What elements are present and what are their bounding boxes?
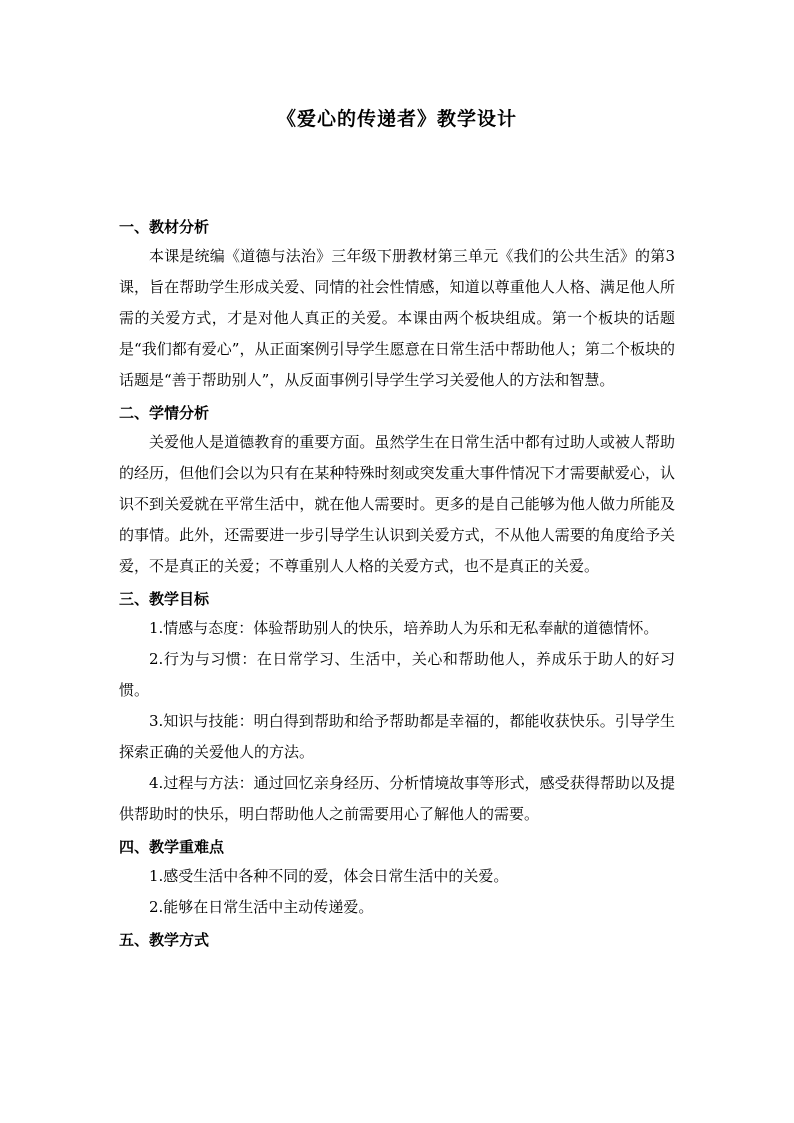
section-heading: 一、教材分析 [119,218,210,236]
section-key-difficulties [119,833,675,923]
paragraph: 本课是统编《道德与法治》三年级下册教材第三单元《我们的公共生活》的第3课，旨在帮助学生形成关爱、同情的社会性情感，知道以尊重他人人格、满足他人所需的关爱方式，才是对他人真正的关爱。本课由两个板块组成。第一个板块的话题是“我们都有爱心”，从正面案例引导学生愿意在日常生活中帮助他人；第二个板块的话题是“善于帮助别人”，从反面事例引导学生学习关爱他人的方法和智慧。 [119,247,675,389]
goal-item: 4.过程与方法：通过回忆亲身经历、分析情境故事等形式，感受获得帮助以及提供帮助时的快乐，明白帮助他人之前需要用心了解他人的需要。 [119,774,675,823]
goal-item: 1.情感与态度：体验帮助别人的快乐，培养助人为乐和无私奉献的道德情怀。 [149,619,659,637]
section-heading: 四、教学重难点 [119,838,225,856]
goal-item: 2.行为与习惯：在日常学习、生活中，关心和帮助他人，养成乐于助人的好习惯。 [119,650,675,699]
section-heading: 二、学情分析 [119,404,210,422]
section-heading: 三、教学目标 [119,590,210,608]
section-learner-analysis [119,399,675,582]
section-textbook-analysis [119,213,675,396]
document-title: 《爱心的传递者》教学设计 [276,108,517,130]
section-teaching-methods [119,926,675,954]
key-point-item: 1.感受生活中各种不同的爱，体会日常生活中的关爱。 [149,867,509,885]
key-point-item: 2.能够在日常生活中主动传递爱。 [149,898,374,916]
section-teaching-goals [119,585,675,830]
goal-item: 3.知识与技能：明白得到帮助和给予帮助都是幸福的，都能收获快乐。引导学生探索正确的关爱他人的方法。 [119,712,675,761]
document-body [119,213,675,954]
paragraph: 关爱他人是道德教育的重要方面。虽然学生在日常生活中都有过助人或被人帮助的经历，但他们会以为只有在某种特殊时刻或突发重大事件情况下才需要献爱心，认识不到关爱就在平常生活中，就在他人需要时。更多的是自己能够为他人做力所能及的事情。此外，还需要进一步引导学生认识到关爱方式，不从他人需要的角度给予关爱，不是真正的关爱；不尊重别人人格的关爱方式，也不是真正的关爱。 [119,433,675,575]
section-heading: 五、教学方式 [119,931,210,949]
